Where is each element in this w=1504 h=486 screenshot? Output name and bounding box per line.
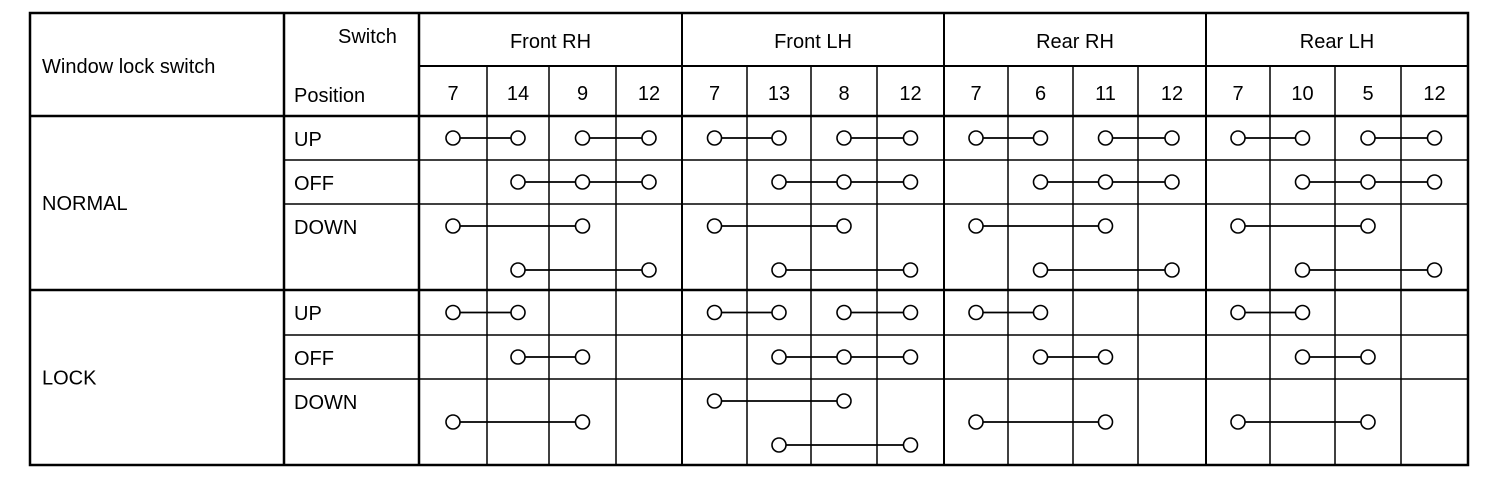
mode-label-lock: LOCK <box>42 367 97 390</box>
terminal-node <box>969 131 983 145</box>
group-header: Front RH <box>509 31 592 53</box>
position-label-up: UP <box>294 129 322 151</box>
pin-number: 7 <box>1232 83 1244 105</box>
terminal-node <box>1361 175 1375 189</box>
terminal-node <box>772 306 786 320</box>
terminal-node <box>1361 415 1375 429</box>
terminal-node <box>837 175 851 189</box>
terminal-node <box>837 350 851 364</box>
position-label-down: DOWN <box>294 392 358 414</box>
terminal-node <box>511 306 525 320</box>
terminal-node <box>576 219 590 233</box>
group-header: Rear LH <box>1299 31 1375 53</box>
position-label: Position <box>294 85 366 107</box>
terminal-node <box>1428 175 1442 189</box>
terminal-node <box>1296 175 1310 189</box>
terminal-node <box>969 306 983 320</box>
terminal-node <box>904 350 918 364</box>
terminal-node <box>904 306 918 320</box>
terminal-node <box>772 438 786 452</box>
terminal-node <box>904 175 918 189</box>
pin-number: 12 <box>1423 83 1446 105</box>
terminal-node <box>708 306 722 320</box>
terminal-node <box>1034 306 1048 320</box>
terminal-node <box>837 131 851 145</box>
terminal-node <box>904 438 918 452</box>
terminal-node <box>969 415 983 429</box>
pin-number: 11 <box>1095 83 1116 105</box>
terminal-node <box>969 219 983 233</box>
terminal-node <box>1231 131 1245 145</box>
terminal-node <box>1099 219 1113 233</box>
terminal-node <box>1099 131 1113 145</box>
terminal-node <box>1296 350 1310 364</box>
terminal-node <box>1296 263 1310 277</box>
pin-number: 5 <box>1362 83 1374 105</box>
terminal-node <box>1231 415 1245 429</box>
terminal-node <box>446 415 460 429</box>
table-border <box>30 13 1468 465</box>
terminal-node <box>1099 175 1113 189</box>
terminal-node <box>1034 263 1048 277</box>
terminal-node <box>576 350 590 364</box>
pin-number: 7 <box>970 83 982 105</box>
terminal-node <box>1034 131 1048 145</box>
terminal-node <box>1099 350 1113 364</box>
position-label-up: UP <box>294 303 322 325</box>
terminal-node <box>837 219 851 233</box>
terminal-node <box>511 175 525 189</box>
terminal-node <box>1361 219 1375 233</box>
table-grid <box>30 13 1468 465</box>
position-label-off: OFF <box>294 348 334 370</box>
position-label-down: DOWN <box>294 217 358 239</box>
pin-number: 7 <box>708 83 721 105</box>
group-header: Front LH <box>774 31 852 53</box>
terminal-node <box>642 175 656 189</box>
switch-label: Switch <box>338 26 397 48</box>
terminal-node <box>772 175 786 189</box>
terminal-node <box>708 219 722 233</box>
terminal-node <box>642 263 656 277</box>
terminal-node <box>1296 306 1310 320</box>
terminal-node <box>708 394 722 408</box>
terminal-node <box>904 131 918 145</box>
terminal-node <box>446 131 460 145</box>
group-header: Rear RH <box>1036 31 1114 53</box>
terminal-node <box>446 219 460 233</box>
pin-number: 12 <box>899 83 922 105</box>
terminal-node <box>1361 350 1375 364</box>
terminal-node <box>1428 131 1442 145</box>
terminal-node <box>576 415 590 429</box>
terminal-node <box>837 394 851 408</box>
pin-number: 9 <box>576 83 589 105</box>
terminal-node <box>904 263 918 277</box>
pin-number: 7 <box>447 83 459 105</box>
terminal-node <box>1099 415 1113 429</box>
mode-label-normal: NORMAL <box>42 193 128 215</box>
pin-number: 10 <box>1291 83 1314 105</box>
corner-label: Window lock switch <box>42 56 216 78</box>
terminal-node <box>1361 131 1375 145</box>
pin-number: 12 <box>1160 83 1184 105</box>
terminal-node <box>511 131 525 145</box>
terminal-node <box>837 306 851 320</box>
pin-number: 6 <box>1034 83 1047 105</box>
position-label-off: OFF <box>294 173 334 195</box>
terminal-node <box>1165 131 1179 145</box>
terminal-node <box>1231 219 1245 233</box>
terminal-node <box>1034 175 1048 189</box>
terminal-node <box>772 350 786 364</box>
terminal-node <box>1231 306 1245 320</box>
terminal-node <box>1428 263 1442 277</box>
terminal-node <box>511 350 525 364</box>
pin-number: 14 <box>506 83 530 105</box>
terminal-node <box>1165 175 1179 189</box>
terminal-node <box>576 175 590 189</box>
terminal-node <box>1034 350 1048 364</box>
terminal-node <box>772 131 786 145</box>
terminal-node <box>1296 131 1310 145</box>
terminal-node <box>446 306 460 320</box>
terminal-node <box>511 263 525 277</box>
terminal-node <box>576 131 590 145</box>
terminal-node <box>772 263 786 277</box>
terminal-node <box>1165 263 1179 277</box>
terminal-node <box>708 131 722 145</box>
terminal-node <box>642 131 656 145</box>
pin-number: 13 <box>767 83 791 105</box>
pin-number: 12 <box>637 83 661 105</box>
pin-number: 8 <box>838 83 850 105</box>
